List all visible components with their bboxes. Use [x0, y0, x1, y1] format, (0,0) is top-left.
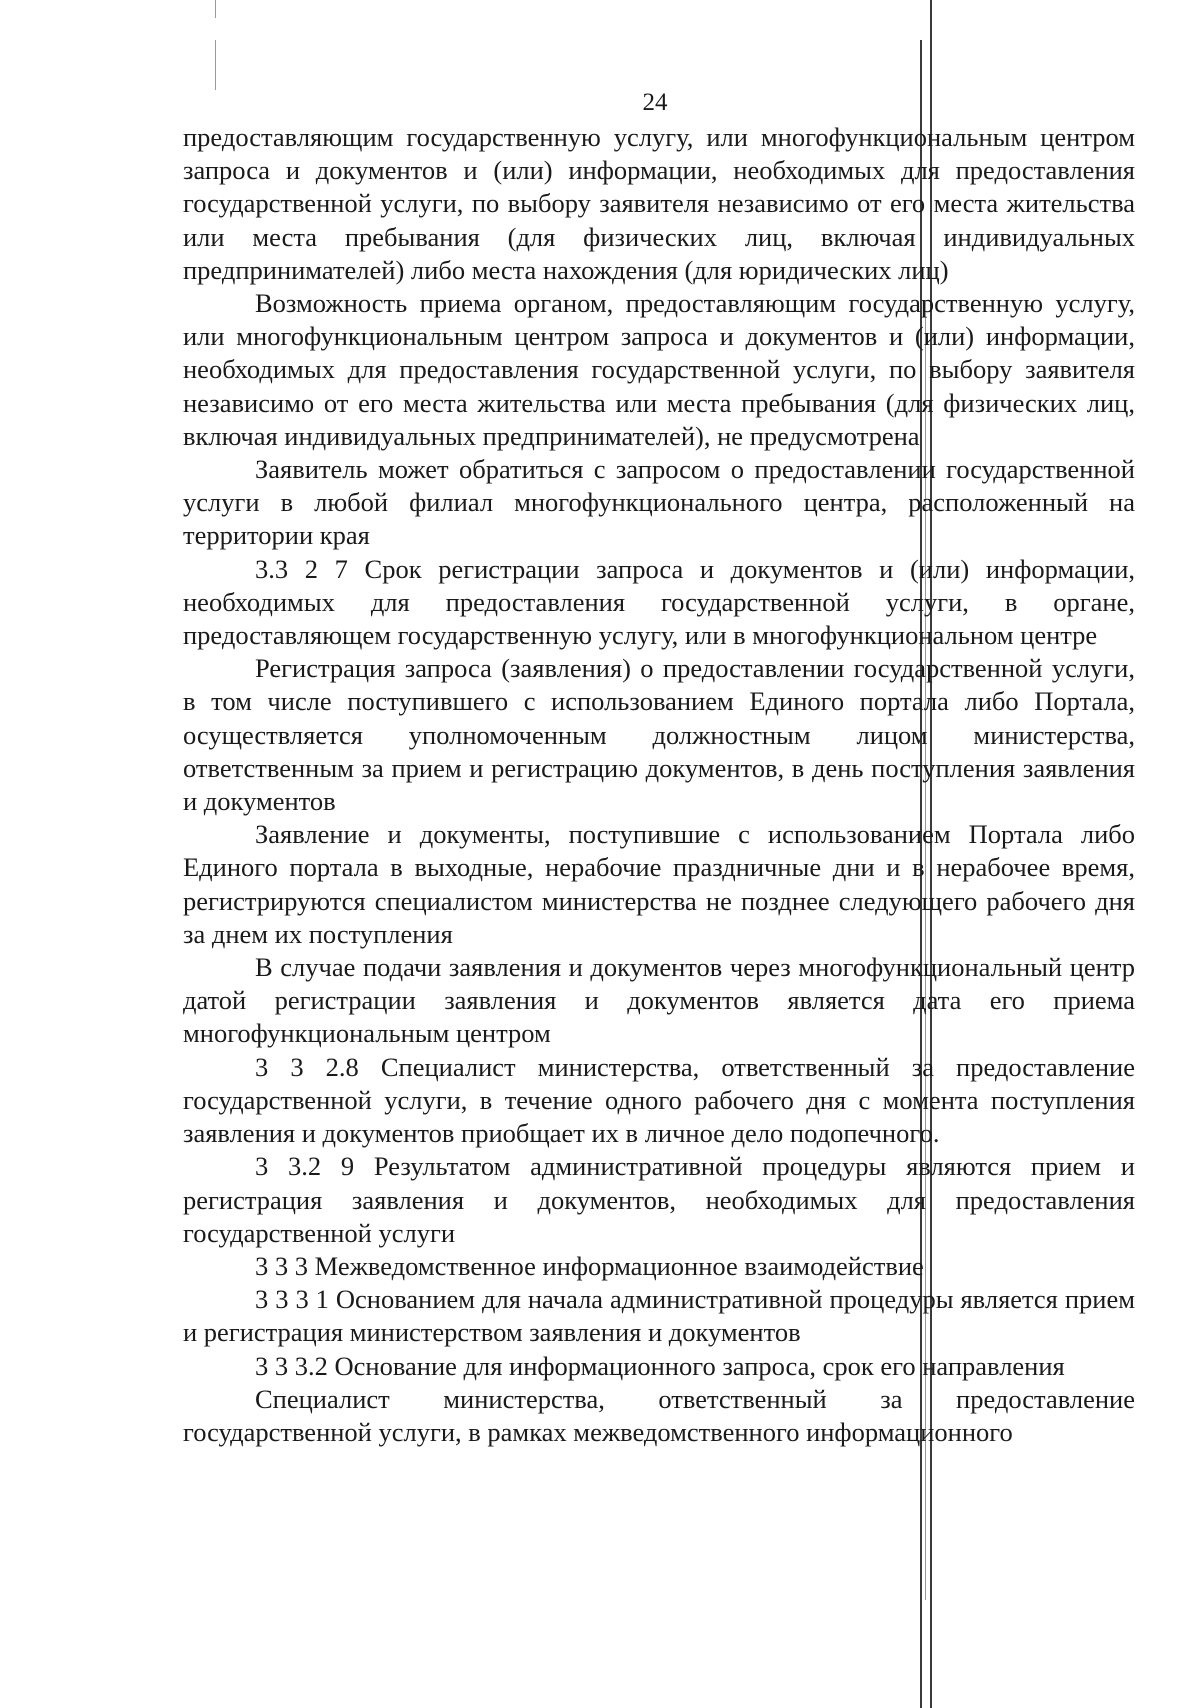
- scan-artifact-line: [215, 0, 216, 18]
- paragraph: 3 3 2.8 Специалист министерства, ответственный за предоставление государственной услуги, в течение одного рабочего дня с момента поступления заявления и документов приобщает их в личное дело подопечного.: [183, 1051, 1135, 1149]
- paragraph: Заявление и документы, поступившие с использованием Портала либо Единого портала в выходные, нерабочие праздничные дни и в нерабочее время, регистрируются специалистом министерства не позднее следующего рабочего дня за днем их поступления: [183, 819, 1135, 949]
- scan-artifact-line: [215, 40, 216, 90]
- paragraph: Специалист министерства, ответственный за предоставление государственной услуги, в рамках межведомственного информационного: [183, 1383, 1135, 1447]
- paragraph: Возможность приема органом, предоставляющим государственную услугу, или многофункциональным центром запроса и документов и (или) информации, необходимых для предоставления государственной услуги, по выбору заявителя независимо от его места жительства или места пребывания (для физических лиц, включая индивидуальных предпринимателей), не предусмотрена: [183, 288, 1135, 451]
- paragraph: предоставляющим государственную услугу, или многофункциональным центром запроса и документов и (или) информации, необходимых для предоставления государственной услуги, по выбору заявителя независимо от его места жительства или места пребывания (для физических лиц, включая индивидуальных предпринимателей) либо места нахождения (для юридических лиц): [183, 122, 1135, 285]
- document-body: [183, 121, 1135, 1449]
- paragraph: 3.3 2 7 Срок регистрации запроса и документов и (или) информации, необходимых для предоставления государственной услуги, в органе, предоставляющем государственную услугу, или в многофункциональном центре: [183, 553, 1135, 651]
- paragraph: 3 3.2 9 Результатом административной процедуры являются прием и регистрация заявления и документов, необходимых для предоставления государственной услуги: [183, 1151, 1135, 1248]
- section-heading: 3 3 3 Межведомственное информационное взаимодействие: [255, 1250, 924, 1281]
- paragraph: Регистрация запроса (заявления) о предоставлении государственной услуги, в том числе поступившего с использованием Единого портала либо Портала, осуществляется уполномоченным должностным лицом министерства, ответственным за прием и регистрацию документов, в день поступления заявления и документов: [183, 653, 1135, 817]
- page-number: 24: [642, 89, 668, 116]
- paragraph: В случае подачи заявления и документов через многофункциональный центр датой регистрации заявления и документов является дата его приема многофункциональным центром: [183, 952, 1135, 1049]
- paragraph: 3 3 3 1 Основанием для начала административной процедуры является прием и регистрация министерством заявления и документов: [183, 1284, 1135, 1348]
- paragraph: 3 3 3.2 Основание для информационного запроса, срок его направления: [255, 1350, 1065, 1381]
- paragraph: Заявитель может обратиться с запросом о предоставлении государственной услуги в любой филиал многофункционального центра, расположенный на территории края: [183, 454, 1135, 551]
